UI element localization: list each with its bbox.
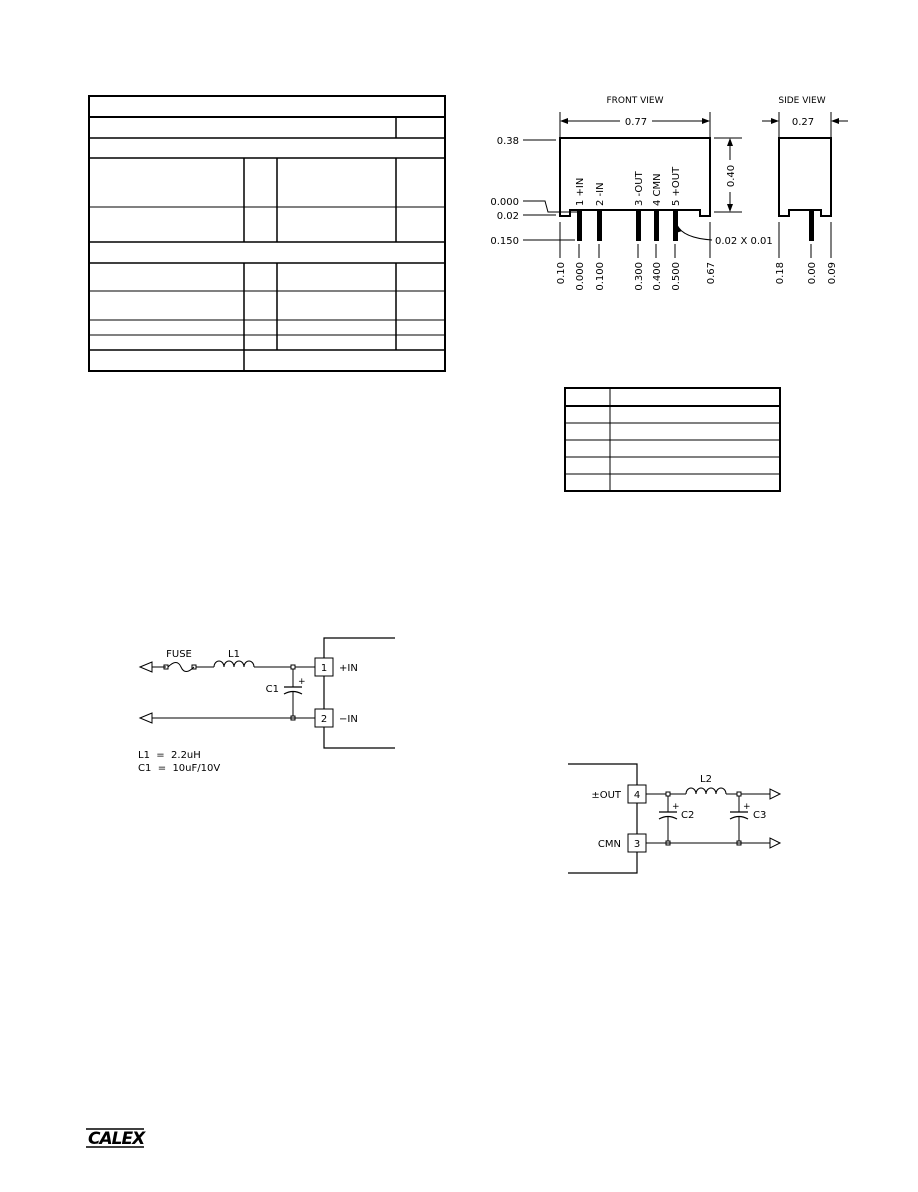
input-terminal-minus [140, 713, 152, 723]
c2-polarity-mark: + [672, 802, 680, 812]
output-module-boundary [568, 764, 637, 873]
pin-label-4: 4 CMN [652, 173, 663, 206]
pin-label-2: 2 -IN [595, 182, 606, 206]
pin-length-dim: 0.150 [490, 236, 519, 247]
side-pin [809, 210, 814, 241]
pin-label-1: 1 +IN [575, 177, 586, 206]
x-dim-2: 0.000 [575, 262, 586, 291]
pin-label-5: 5 +OUT [671, 166, 682, 206]
side-x-dim-2: 0.00 [807, 262, 818, 285]
pin-2 [597, 210, 602, 241]
inductor-l1 [214, 661, 254, 667]
capacitor-c2-label: C2 [681, 810, 695, 821]
pin-label-3: 3 -OUT [634, 171, 645, 206]
pin-1 [577, 210, 582, 241]
front-view-label: FRONT VIEW [606, 96, 664, 106]
calex-logo [86, 1129, 146, 1149]
side-x-dim-3: 0.09 [827, 262, 838, 285]
output-terminal-common [770, 838, 780, 848]
x-dim-5: 0.400 [652, 262, 663, 291]
input-filter-schematic [138, 638, 395, 774]
capacitor-c3-label: C3 [753, 810, 767, 821]
spec-table [89, 96, 445, 371]
inductor-l1-label: L1 [228, 649, 240, 660]
fuse-label: FUSE [166, 649, 192, 660]
mechanical-drawing [490, 96, 848, 291]
pin-3 [636, 210, 641, 241]
fuse-symbol [168, 663, 194, 672]
x-dim-3: 0.100 [595, 262, 606, 291]
c1-polarity-mark: + [298, 677, 306, 687]
pin4-label: ±OUT [591, 790, 621, 801]
pin1-label: +IN [339, 663, 358, 674]
side-width-dim: 0.27 [791, 117, 815, 128]
c3-polarity-mark: + [743, 802, 751, 812]
x-dim-6: 0.500 [671, 262, 682, 291]
inductor-l2 [686, 788, 726, 794]
pin3-number: 3 [633, 839, 641, 850]
value-line-2: C1 = 10uF/10V [138, 763, 221, 774]
pin1-number: 1 [320, 663, 328, 674]
output-terminal-plus [770, 789, 780, 799]
pin-4 [654, 210, 659, 241]
module-boundary [324, 638, 395, 748]
side-body-outline [779, 138, 831, 216]
inductor-l2-label: L2 [700, 774, 712, 785]
pin2-number: 2 [320, 714, 328, 725]
standoff-height-dim: 0.02 [496, 211, 519, 222]
top-left-dim: 0.38 [496, 136, 519, 147]
input-terminal-plus [140, 662, 152, 672]
pin-table [565, 388, 780, 491]
height-dim: 0.40 [726, 164, 737, 188]
x-dim-7: 0.67 [706, 262, 717, 285]
output-filter-schematic [568, 764, 780, 873]
value-line-1: L1 = 2.2uH [138, 750, 201, 761]
front-pins [577, 210, 678, 241]
pin2-label: −IN [339, 714, 358, 725]
capacitor-c1-label: C1 [265, 684, 279, 695]
pin3-label: CMN [597, 839, 621, 850]
side-x-dim-1: 0.18 [775, 262, 786, 285]
standoff-origin-dim: 0.000 [490, 197, 519, 208]
pin4-number: 4 [633, 790, 641, 801]
x-dim-4: 0.300 [634, 262, 645, 291]
width-dim: 0.77 [624, 117, 648, 128]
logo-text: CALEX [88, 1129, 145, 1149]
x-dim-1: 0.10 [556, 262, 567, 285]
pin-size-note: 0.02 X 0.01 [715, 236, 773, 247]
side-view-label: SIDE VIEW [778, 96, 826, 106]
